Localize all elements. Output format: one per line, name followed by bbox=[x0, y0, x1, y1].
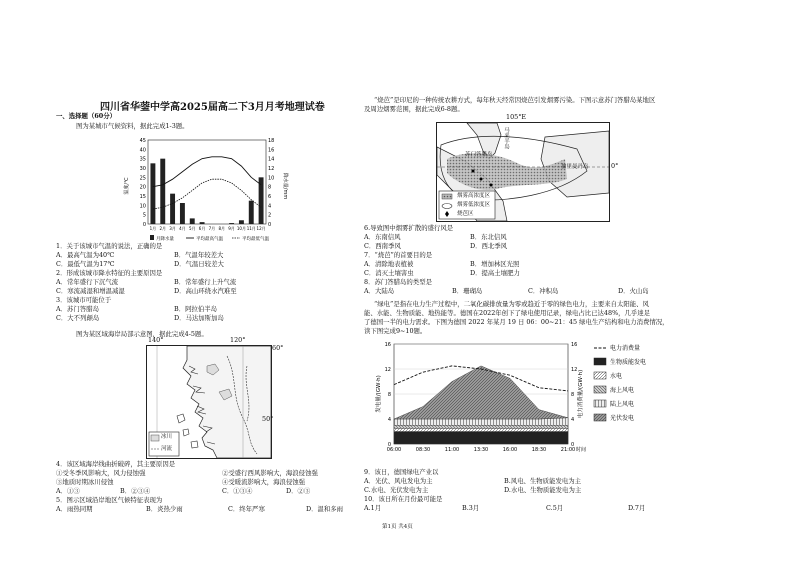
haze-intro-1: “烧芭”是印尼的一种传统农耕方式，每年秋天经常因烧芭引发烟雾污染。下图示意苏门答腊岛某地区 bbox=[374, 96, 656, 104]
legend-haze-low: 烟雾低浓度区 bbox=[457, 202, 491, 208]
page-footer: 第1页 共4页 bbox=[382, 524, 413, 530]
q4-statement-3: ③地质时期冰川侵蚀 bbox=[56, 478, 114, 486]
q3-option-c: C．大不列颠岛 bbox=[56, 314, 100, 322]
climate-right-tick: 10 bbox=[268, 175, 275, 182]
legend-hydro-label: 水电 bbox=[610, 373, 623, 380]
q2-option-a: A．常年盛行下沉气流 bbox=[56, 278, 119, 286]
power-left-axis-label: 发电量/(GW·h) bbox=[376, 375, 382, 413]
max-temp-line bbox=[153, 157, 261, 187]
power-time-tick: 08:30 bbox=[415, 447, 431, 453]
q4-5-intro: 图为某区域海岸局部示意图，据此完成4-5题。 bbox=[76, 330, 208, 338]
power-time-tick: 16:00 bbox=[502, 447, 518, 453]
legend-ice-label: 冰川 bbox=[161, 434, 173, 440]
power-left-tick: 12 bbox=[384, 367, 391, 373]
q4-statement-1: ①受冬季风影响大，风力侵蚀强 bbox=[56, 469, 146, 477]
q1-option-d: D．气温日较差大 bbox=[174, 260, 224, 268]
power-left-tick: 4 bbox=[387, 417, 391, 423]
legend-max-label: 平均最高气温 bbox=[196, 237, 223, 242]
power-x-unit: 时间 bbox=[576, 447, 587, 453]
precip-bar bbox=[239, 220, 244, 224]
q6-option-d: D．西北季风 bbox=[470, 242, 508, 250]
question-7: 7．“烧芭”的首要目的是 bbox=[364, 251, 433, 259]
q9-option-b: B.风电、生物质能发电为主 bbox=[504, 477, 582, 485]
climate-month-label: 7月 bbox=[208, 226, 216, 231]
climate-left-tick: 45 bbox=[139, 138, 146, 144]
q1-option-b: B．气温年较差大 bbox=[174, 251, 224, 259]
climate-month-label: 10月 bbox=[236, 226, 246, 231]
q4-statement-2: ②受盛行西风影响大，海浪侵蚀强 bbox=[222, 469, 318, 477]
climate-month-label: 3月 bbox=[169, 226, 176, 231]
precip-bar bbox=[190, 218, 195, 224]
lon-label-140: 140° bbox=[148, 336, 164, 344]
power-left-tick: 0 bbox=[387, 442, 391, 448]
q6-option-c: C．西南季风 bbox=[364, 242, 401, 250]
climate-right-axis-label: 降水量/mm bbox=[282, 172, 288, 200]
biomass-area bbox=[394, 432, 568, 445]
q5-option-b: B．炎热少雨 bbox=[146, 505, 183, 513]
q4-option-d: D．②③ bbox=[286, 487, 311, 495]
legend-offshore-wind-swatch bbox=[594, 386, 606, 393]
legend-burn-area: 烧芭区 bbox=[457, 211, 474, 217]
climate-month-label: 11月 bbox=[246, 226, 256, 231]
climate-left-axis-label: 温度/℃ bbox=[124, 177, 130, 195]
climate-month-label: 6月 bbox=[198, 226, 206, 231]
q9-option-a: A．光伏、风电发电为主 bbox=[364, 477, 433, 485]
power-right-axis-label: 电力消费量/(GW·h) bbox=[578, 369, 584, 419]
precip-bar bbox=[180, 203, 185, 224]
legend-pv-swatch bbox=[594, 414, 606, 421]
legend-onshore-wind-label: 陆上风电 bbox=[610, 401, 635, 408]
legend-biomass-label: 生物质能发电 bbox=[610, 359, 647, 366]
legend-min-label: 平均最低气温 bbox=[242, 237, 269, 242]
climate-right-tick: 12 bbox=[268, 166, 275, 172]
q1-option-a: A．最高气温为40℃ bbox=[56, 251, 115, 259]
legend-biomass-swatch bbox=[594, 358, 606, 365]
climate-right-tick: 18 bbox=[268, 138, 275, 144]
section-heading: 一、选择题（60分） bbox=[56, 112, 117, 120]
climate-left-tick: 0 bbox=[142, 222, 146, 228]
precip-bar bbox=[160, 159, 165, 224]
q5-option-d: D．温和多雨 bbox=[306, 505, 344, 513]
q10-option-b: B.3月 bbox=[462, 504, 480, 512]
climate-month-label: 1月 bbox=[149, 226, 157, 231]
green-intro-3: 了德国一半的电力需求。下图为德国 2022 年某月 19 日 06：00~21：45 绿电生产结构和电力消费情况， bbox=[364, 318, 669, 326]
q7-option-b: B．增加林区光照 bbox=[470, 260, 520, 268]
haze-map-lon-label: 105°E bbox=[506, 113, 527, 121]
question-3: 3．该城市可能位于 bbox=[56, 296, 112, 304]
q4-option-b: B．②③④ bbox=[120, 487, 151, 495]
page-title: 四川省华蓥中学高2025届高二下3月月考地理试卷 bbox=[100, 102, 325, 113]
hydro-area bbox=[394, 428, 568, 431]
q5-option-c: C．终年严寒 bbox=[228, 505, 265, 513]
climate-month-label: 4月 bbox=[179, 226, 186, 231]
question-10: 10．该日所在月份最可能是 bbox=[364, 495, 443, 503]
green-intro-2: 能、水能、生物质能、地热能等。德国在2022年创下了绿电使用记录，绿电占比已达48%，几乎達足 bbox=[364, 309, 651, 317]
climate-month-label: 5月 bbox=[188, 226, 196, 231]
q6-option-b: B．东北信风 bbox=[470, 233, 507, 241]
power-right-tick: 16 bbox=[571, 342, 578, 348]
green-power-chart-svg bbox=[372, 336, 688, 466]
climate-right-tick: 8 bbox=[268, 184, 272, 191]
power-left-tick: 16 bbox=[384, 342, 391, 348]
q9-option-c: C.水电、光伏发电为主 bbox=[364, 486, 429, 494]
legend-haze-high: 烟雾高浓度区 bbox=[457, 193, 491, 199]
power-time-tick: 18:30 bbox=[531, 447, 547, 453]
green-intro-4: 读下图完成9~10题。 bbox=[364, 327, 427, 335]
question-4: 4．该区域海岸线曲折破碎，其主要原因是 bbox=[56, 460, 176, 468]
lon-label-120: 120° bbox=[230, 336, 246, 344]
climate-right-tick: 2 bbox=[268, 212, 272, 219]
q4-option-a: A．①③ bbox=[56, 487, 80, 495]
q10-option-a: A.1月 bbox=[364, 504, 382, 512]
climate-right-tick: 0 bbox=[268, 222, 272, 228]
climate-left-tick: 10 bbox=[139, 203, 146, 210]
precip-bar bbox=[200, 222, 205, 224]
climate-left-tick: 30 bbox=[139, 166, 146, 172]
power-time-tick: 06:00 bbox=[386, 447, 402, 453]
power-right-tick: 12 bbox=[571, 367, 578, 373]
q5-option-a: A．雨热同期 bbox=[56, 505, 93, 513]
precip-bar bbox=[229, 223, 234, 224]
question-9: 9．该日，德国绿电产业以 bbox=[364, 468, 439, 476]
q7-option-d: D．提高土壤肥力 bbox=[470, 269, 520, 277]
climate-month-label: 9月 bbox=[228, 226, 235, 231]
place-sumatra: 苏门答腊岛 bbox=[465, 152, 493, 158]
climate-chart-svg bbox=[120, 134, 290, 246]
q2-option-d: D．高山环绕水汽难至 bbox=[174, 287, 237, 295]
place-kalimantan: 加里曼丹岛 bbox=[561, 164, 589, 170]
haze-map bbox=[436, 122, 610, 222]
legend-precip-swatch bbox=[150, 235, 154, 240]
climate-month-label: 8月 bbox=[218, 226, 226, 231]
question-6: 6.导致图中烟雾扩散的盛行风是 bbox=[364, 224, 454, 232]
q8-option-a: A．大陆岛 bbox=[364, 287, 395, 295]
question-2: 2．形成该城市降水特征的主要原因是 bbox=[56, 269, 163, 277]
climate-plot-frame bbox=[148, 140, 266, 224]
haze-intro-2: 及周边烟雾范围，据此完成6-8题。 bbox=[364, 105, 464, 113]
q1-3-intro: 图为某城市气候资料，据此完成1-3题。 bbox=[76, 122, 189, 130]
power-time-tick: 13:30 bbox=[473, 447, 489, 453]
power-time-tick: 21:00 bbox=[560, 447, 576, 453]
legend-precip-label: 月降水量 bbox=[156, 237, 174, 242]
legend-consumption-label: 电力消费量 bbox=[610, 345, 641, 352]
legend-offshore-wind-label: 海上风电 bbox=[610, 387, 635, 394]
q6-option-a: A．东南信风 bbox=[364, 233, 401, 241]
q7-option-c: C．消灭土壤害虫 bbox=[364, 269, 414, 277]
legend-onshore-wind-swatch bbox=[594, 400, 606, 407]
legend-hydro-swatch bbox=[594, 372, 606, 379]
power-right-tick: 0 bbox=[571, 442, 575, 448]
climate-month-label: 12月 bbox=[256, 226, 266, 231]
q3-option-a: A．苏门答腊岛 bbox=[56, 305, 99, 313]
q10-option-d: D.7月 bbox=[628, 504, 646, 512]
q2-option-b: B．常年盛行上升气流 bbox=[174, 278, 237, 286]
precip-bar bbox=[150, 163, 155, 224]
offshore-wind-area bbox=[394, 425, 568, 428]
power-right-tick: 4 bbox=[571, 417, 575, 423]
precip-bar bbox=[249, 201, 254, 224]
precip-bar bbox=[170, 194, 175, 224]
q2-option-c: C．寒流减湿和增温减湿 bbox=[56, 287, 125, 295]
climate-month-label: 2月 bbox=[159, 226, 167, 231]
green-intro-1: “绿电”是指在电力生产过程中，二氧化碳排放量为零或趋近于零的绿色电力，主要来自太阳能、风 bbox=[374, 300, 649, 308]
q3-option-b: B．阿拉伯半岛 bbox=[174, 305, 218, 313]
green-power-chart bbox=[372, 336, 688, 466]
q8-option-c: C．冲积岛 bbox=[528, 287, 559, 295]
q3-option-d: D．马达加斯加岛 bbox=[174, 314, 224, 322]
lat-label-50: 50° bbox=[262, 415, 274, 423]
place-malay: 马来半岛 bbox=[503, 127, 509, 149]
climate-right-tick: 4 bbox=[268, 203, 272, 210]
climate-right-tick: 6 bbox=[268, 194, 272, 200]
climate-left-tick: 15 bbox=[139, 194, 146, 200]
q4-statement-4: ④受暖流影响大，海浪侵蚀强 bbox=[222, 478, 306, 486]
q8-option-b: B．珊瑚岛 bbox=[452, 287, 483, 295]
power-right-tick: 8 bbox=[571, 392, 575, 398]
climate-right-tick: 16 bbox=[268, 147, 275, 154]
power-left-tick: 8 bbox=[387, 392, 391, 398]
question-1: 1．关于该城市气温的说法，正确的是 bbox=[56, 242, 163, 250]
climate-left-tick: 25 bbox=[139, 175, 146, 182]
climate-chart bbox=[120, 134, 290, 246]
question-8: 8．苏门答腊岛的类型是 bbox=[364, 278, 432, 286]
q1-option-c: C．最低气温为17℃ bbox=[56, 260, 115, 268]
q7-option-a: A．清除地表植被 bbox=[364, 260, 414, 268]
question-5: 5．图示区域沿岸地区气候特征表现为 bbox=[56, 496, 163, 504]
q8-option-d: D．火山岛 bbox=[618, 287, 649, 295]
power-time-tick: 11:00 bbox=[444, 447, 460, 453]
climate-left-tick: 35 bbox=[139, 156, 146, 163]
lat-label-60: 60° bbox=[272, 344, 284, 352]
legend-pv-label: 光伏发电 bbox=[610, 415, 635, 422]
climate-left-tick: 5 bbox=[142, 212, 146, 219]
min-temp-line bbox=[153, 179, 261, 209]
climate-left-tick: 40 bbox=[139, 147, 146, 154]
q4-option-c: C．①③④ bbox=[222, 487, 253, 495]
legend-river-label: 河流 bbox=[161, 446, 173, 452]
q9-option-d: D.水电、生物质能发电为主 bbox=[504, 486, 582, 494]
climate-right-tick: 14 bbox=[268, 156, 275, 163]
climate-left-tick: 20 bbox=[139, 184, 146, 191]
haze-map-lat-label: 0° bbox=[611, 162, 619, 170]
q10-option-c: C.5月 bbox=[546, 504, 564, 512]
coast-map bbox=[146, 345, 272, 459]
